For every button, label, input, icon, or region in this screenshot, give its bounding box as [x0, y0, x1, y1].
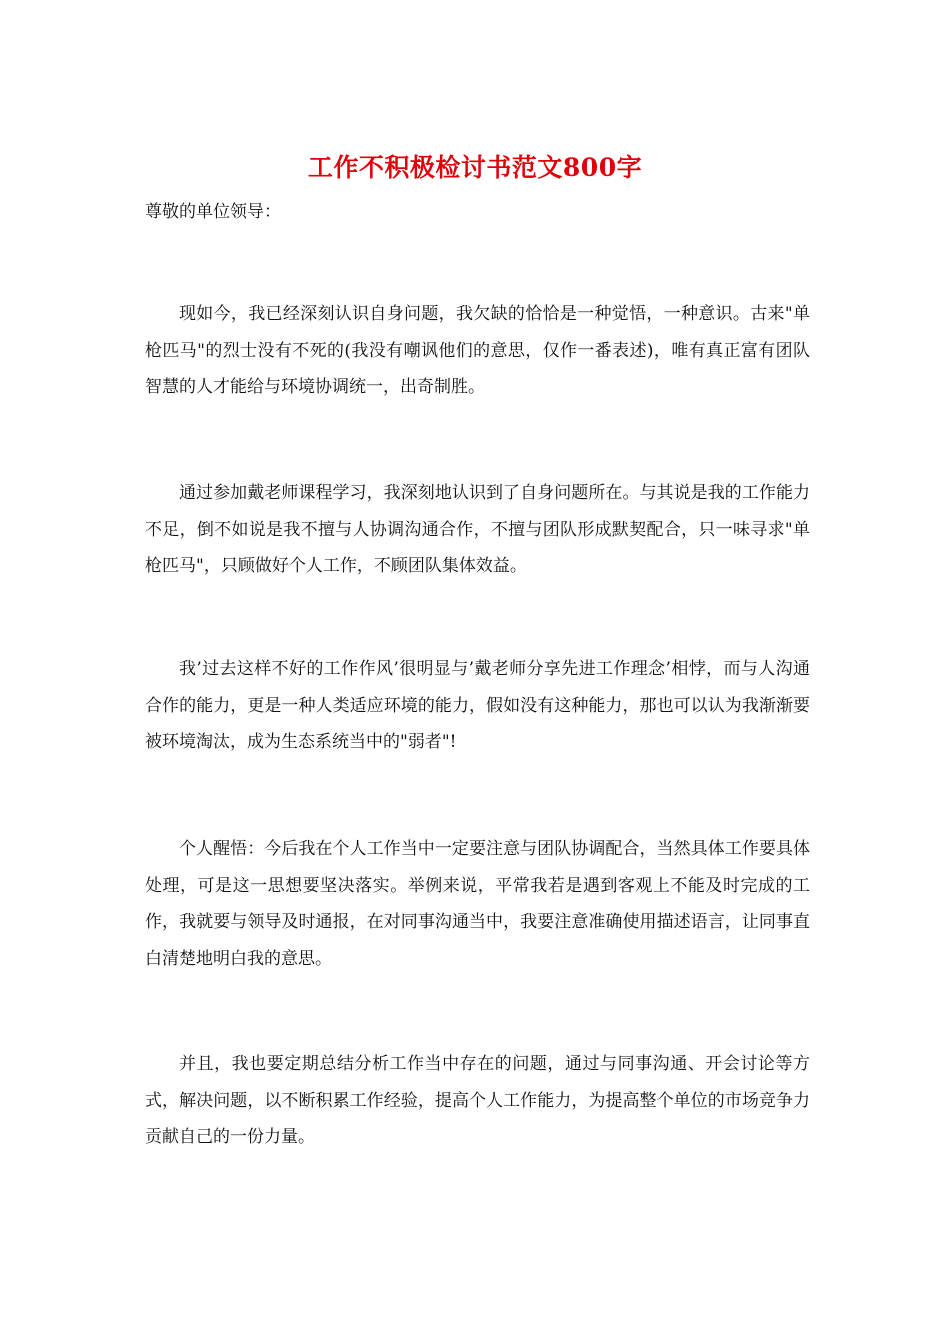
paragraph-5: 并且，我也要定期总结分析工作当中存在的问题，通过与同事沟通、开会讨论等方式，解决问题，以不断积累工作经验，提高个人工作能力，为提高整个单位的市场竞争力贡献自己的一份力量。: [145, 1054, 810, 1147]
paragraph-4: 个人醒悟：今后我在个人工作当中一定要注意与团队协调配合，当然具体工作要具体处理，可是这一思想要坚决落实。举例来说，平常我若是遇到客观上不能及时完成的工作，我就要与领导及时通报，在对同事沟通当中，我要注意准确使用描述语言，让同事直白清楚地明白我的意思。: [145, 839, 810, 969]
paragraph-1: 现如今，我已经深刻认识自身问题，我欠缺的恰恰是一种觉悟，一种意识。古来"单枪匹马"的烈士没有不死的(我没有嘲讽他们的意思，仅作一番表述)，唯有真正富有团队智慧的人才能给与环境协调统一，出奇制胜。: [145, 304, 810, 397]
document-title: 工作不积极检讨书范文800字: [307, 153, 643, 182]
salutation: 尊敬的单位领导：: [145, 202, 281, 222]
paragraph-2: 通过参加戴老师课程学习，我深刻地认识到了自身问题所在。与其说是我的工作能力不足，倒不如说是我不擅与人协调沟通合作，不擅与团队形成默契配合，只一味寻求"单枪匹马"，只顾做好个人工作，不顾团队集体效益。: [145, 483, 810, 576]
paragraph-3: 我’过去这样不好的工作作风’很明显与’戴老师分享先进工作理念’相悖，而与人沟通合作的能力，更是一种人类适应环境的能力，假如没有这种能力，那也可以认为我渐渐要被环境淘汰，成为生态系统当中的"弱者"!: [145, 659, 810, 752]
